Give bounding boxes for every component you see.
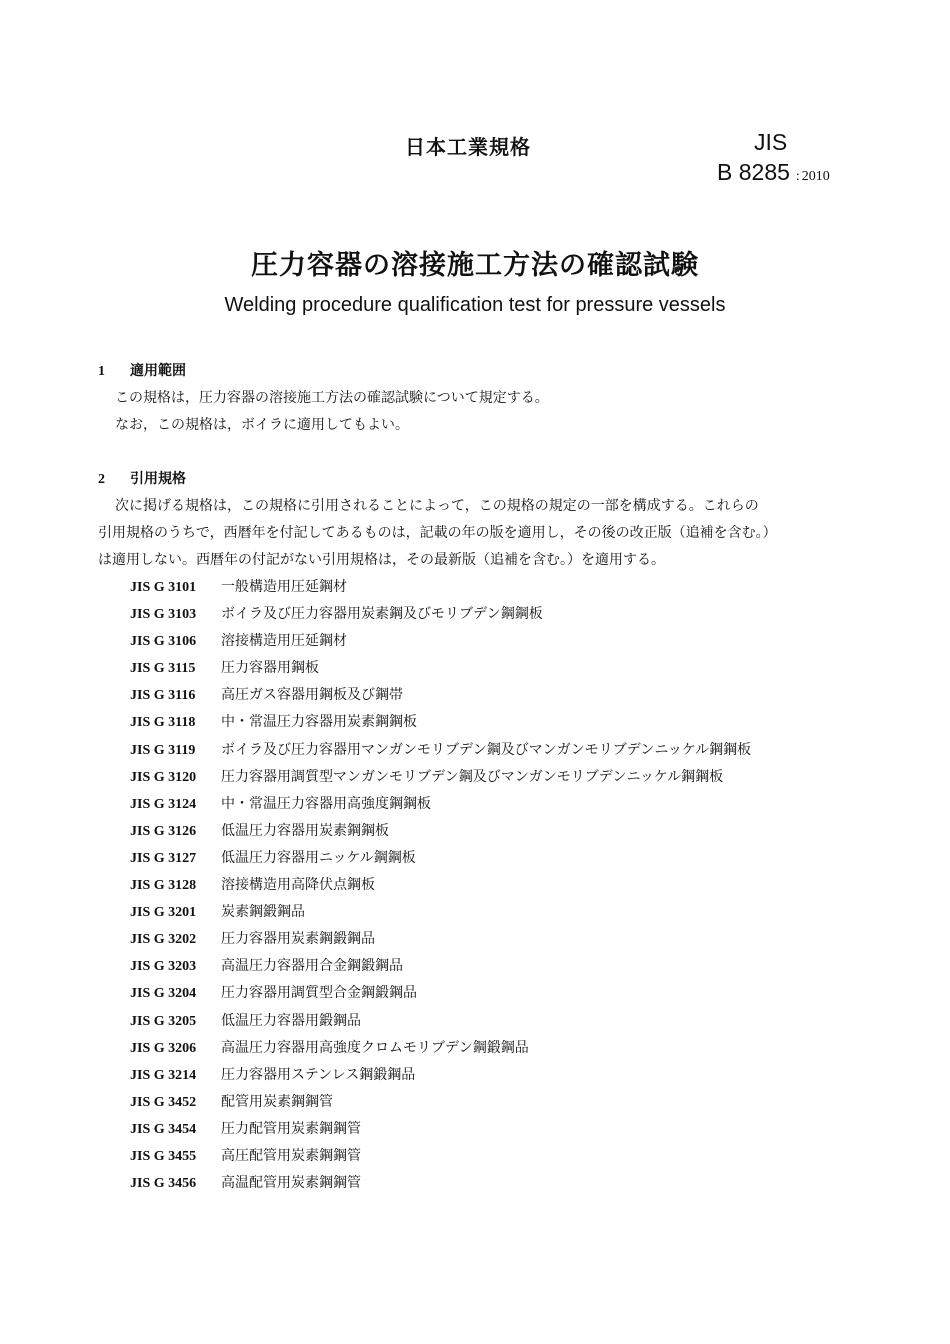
reference-title: 高温圧力容器用合金鋼鍛鋼品 bbox=[221, 958, 403, 975]
reference-item bbox=[130, 1143, 751, 1170]
reference-title: 高温配管用炭素鋼鋼管 bbox=[221, 1175, 361, 1192]
reference-item bbox=[130, 709, 751, 736]
reference-code: JIS G 3205 bbox=[130, 1013, 197, 1029]
reference-code: JIS G 3101 bbox=[130, 580, 197, 595]
reference-code: JIS G 3214 bbox=[130, 1067, 197, 1083]
standard-separator: : bbox=[795, 169, 800, 184]
reference-code: JIS G 3116 bbox=[130, 688, 196, 704]
reference-title: 圧力容器用ステンレス鋼鍛鋼品 bbox=[221, 1066, 416, 1083]
reference-code: JIS G 3126 bbox=[130, 823, 197, 839]
reference-code: JIS G 3128 bbox=[130, 878, 197, 894]
reference-item bbox=[130, 1089, 751, 1116]
reference-item bbox=[130, 791, 751, 818]
reference-item bbox=[130, 899, 751, 926]
reference-code: JIS G 3202 bbox=[130, 932, 197, 948]
section-title: 適用範囲 bbox=[130, 363, 186, 379]
reference-title: 中・常温圧力容器用高強度鋼鋼板 bbox=[221, 795, 431, 812]
paragraph-line: 引用規格のうちで，西暦年を付記してあるものは，記載の年の版を適用し，その後の改正版（追補を含む。） bbox=[98, 525, 777, 541]
reference-code: JIS G 3454 bbox=[130, 1121, 197, 1137]
reference-title: 低温圧力容器用鍛鋼品 bbox=[221, 1012, 361, 1029]
jis-label: JIS bbox=[754, 129, 788, 155]
reference-item bbox=[130, 980, 751, 1007]
reference-item bbox=[130, 682, 751, 709]
reference-code: JIS G 3201 bbox=[130, 905, 197, 921]
section-scope bbox=[98, 361, 858, 439]
reference-title: 炭素鋼鍛鋼品 bbox=[221, 904, 305, 921]
reference-item bbox=[130, 655, 751, 682]
reference-title: 配管用炭素鋼鋼管 bbox=[221, 1093, 333, 1110]
reference-code: JIS G 3456 bbox=[130, 1176, 197, 1192]
reference-title: 圧力容器用炭素鋼鍛鋼品 bbox=[221, 931, 375, 948]
reference-title: 圧力容器用鋼板 bbox=[221, 660, 319, 677]
reference-item bbox=[130, 953, 751, 980]
reference-item bbox=[130, 1008, 751, 1035]
reference-code: JIS G 3119 bbox=[130, 742, 196, 758]
reference-title: 一般構造用圧延鋼材 bbox=[221, 579, 347, 595]
reference-code: JIS G 3206 bbox=[130, 1040, 197, 1056]
standard-year: 2010 bbox=[801, 169, 830, 184]
header-organization: 日本工業規格 bbox=[405, 135, 531, 159]
reference-code: JIS G 3204 bbox=[130, 986, 197, 1002]
paragraph: この規格は，圧力容器の溶接施工方法の確認試験について規定する。 bbox=[115, 390, 549, 406]
standard-number: B 8285 bbox=[717, 159, 790, 185]
reference-title: 圧力容器用調質型合金鋼鍛鋼品 bbox=[221, 985, 417, 1002]
reference-code: JIS G 3106 bbox=[130, 634, 197, 650]
section-title: 引用規格 bbox=[130, 471, 186, 487]
reference-item bbox=[130, 872, 751, 899]
document-title-japanese: 圧力容器の溶接施工方法の確認試験 bbox=[251, 250, 699, 281]
reference-item bbox=[130, 1062, 751, 1089]
reference-title: 低温圧力容器用ニッケル鋼鋼板 bbox=[221, 849, 416, 866]
reference-item bbox=[130, 1035, 751, 1062]
reference-item bbox=[130, 628, 751, 655]
reference-item bbox=[130, 818, 751, 845]
section-number: 1 bbox=[98, 364, 105, 379]
reference-title: ボイラ及び圧力容器用炭素鋼及びモリブデン鋼鋼板 bbox=[221, 606, 543, 623]
reference-item bbox=[130, 737, 751, 764]
reference-code: JIS G 3124 bbox=[130, 796, 197, 812]
paragraph: なお，この規格は，ボイラに適用してもよい。 bbox=[115, 417, 409, 433]
reference-code: JIS G 3452 bbox=[130, 1094, 197, 1110]
reference-title: 高圧配管用炭素鋼鋼管 bbox=[221, 1147, 361, 1164]
reference-title: 溶接構造用高降伏点鋼板 bbox=[221, 877, 375, 894]
reference-title: 高圧ガス容器用鋼板及び鋼帯 bbox=[221, 687, 403, 704]
reference-title: ボイラ及び圧力容器用マンガンモリブデン鋼及びマンガンモリブデンニッケル鋼鋼板 bbox=[221, 741, 752, 758]
reference-title: 溶接構造用圧延鋼材 bbox=[221, 633, 347, 650]
document-title-english: Welding procedure qualification test for pressure vessels bbox=[224, 294, 726, 316]
paragraph-line: 次に掲げる規格は，この規格に引用されることによって，この規格の規定の一部を構成する。これらの bbox=[115, 498, 759, 514]
paragraph-line: は適用しない。西暦年の付記がない引用規格は，その最新版（追補を含む。）を適用する。 bbox=[98, 552, 665, 568]
standard-designation bbox=[717, 159, 830, 186]
reference-item bbox=[130, 1116, 751, 1143]
reference-item bbox=[130, 601, 751, 628]
reference-item bbox=[130, 845, 751, 872]
section-number: 2 bbox=[98, 472, 105, 487]
reference-title: 圧力配管用炭素鋼鋼管 bbox=[221, 1120, 361, 1137]
reference-code: JIS G 3118 bbox=[130, 715, 196, 731]
reference-title: 圧力容器用調質型マンガンモリブデン鋼及びマンガンモリブデンニッケル鋼鋼板 bbox=[221, 768, 724, 785]
section-normative-references bbox=[98, 469, 858, 574]
reference-title: 高温圧力容器用高強度クロムモリブデン鋼鍛鋼品 bbox=[221, 1039, 529, 1056]
reference-item bbox=[130, 764, 751, 791]
reference-code: JIS G 3127 bbox=[130, 850, 197, 866]
reference-item bbox=[130, 574, 751, 601]
reference-code: JIS G 3103 bbox=[130, 607, 197, 623]
reference-title: 中・常温圧力容器用炭素鋼鋼板 bbox=[221, 714, 417, 731]
reference-code: JIS G 3115 bbox=[130, 661, 196, 677]
reference-item bbox=[130, 1170, 751, 1197]
reference-code: JIS G 3455 bbox=[130, 1148, 197, 1164]
reference-title: 低温圧力容器用炭素鋼鋼板 bbox=[221, 822, 389, 839]
reference-code: JIS G 3120 bbox=[130, 769, 197, 785]
section-heading bbox=[98, 361, 858, 382]
reference-code: JIS G 3203 bbox=[130, 959, 197, 975]
reference-list bbox=[130, 574, 751, 1197]
section-heading bbox=[98, 469, 858, 490]
reference-item bbox=[130, 926, 751, 953]
